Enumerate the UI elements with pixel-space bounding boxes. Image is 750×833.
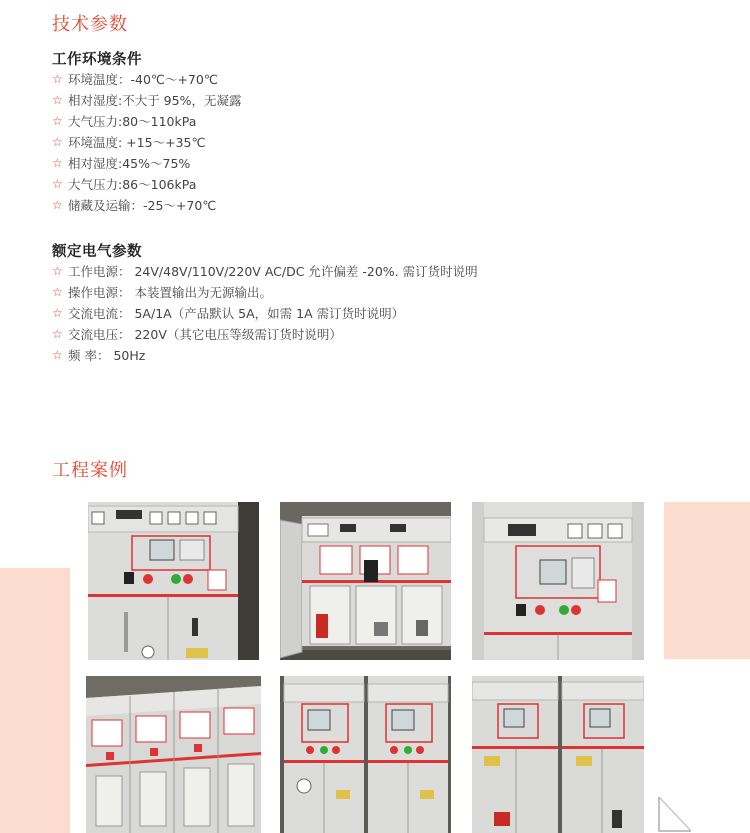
list-item bbox=[52, 69, 241, 90]
star-outline-icon: ☆ bbox=[52, 93, 63, 107]
case-photo-3 bbox=[472, 502, 644, 660]
list-item bbox=[52, 303, 478, 324]
decorative-block-right bbox=[664, 502, 750, 659]
list-item bbox=[52, 195, 241, 216]
list-item bbox=[52, 345, 478, 366]
list-item-text: 频 率： 50Hz bbox=[68, 348, 146, 363]
list-item-text: 大气压力:86～106kPa bbox=[68, 177, 197, 192]
list-item-text: 大气压力:80～110kPa bbox=[68, 114, 197, 129]
star-outline-icon: ☆ bbox=[52, 285, 63, 299]
list-item-text: 交流电压： 220V（其它电压等级需订货时说明） bbox=[68, 327, 342, 342]
star-outline-icon: ☆ bbox=[52, 264, 63, 278]
star-outline-icon: ☆ bbox=[52, 348, 63, 362]
list-item-text: 交流电流： 5A/1A（产品默认 5A，如需 1A 需订货时说明） bbox=[68, 306, 405, 321]
star-outline-icon: ☆ bbox=[52, 72, 63, 86]
star-outline-icon: ☆ bbox=[52, 135, 63, 149]
list-item-text: 环境温度：-40℃～+70℃ bbox=[68, 72, 218, 87]
project-cases-title: 工程案例 bbox=[52, 460, 128, 481]
list-item-text: 相对湿度:45%～75% bbox=[68, 156, 191, 171]
list-item-text: 相对湿度:不大于 95%，无凝露 bbox=[68, 93, 242, 108]
star-outline-icon: ☆ bbox=[52, 177, 63, 191]
list-item bbox=[52, 282, 478, 303]
list-item bbox=[52, 90, 241, 111]
environment-list bbox=[52, 69, 241, 216]
electrical-heading: 额定电气参数 bbox=[52, 244, 142, 260]
star-outline-icon: ☆ bbox=[52, 306, 63, 320]
case-photo-2 bbox=[280, 502, 451, 660]
list-item-text: 环境温度: +15～+35℃ bbox=[68, 135, 206, 150]
star-outline-icon: ☆ bbox=[52, 327, 63, 341]
list-item bbox=[52, 153, 241, 174]
star-outline-icon: ☆ bbox=[52, 156, 63, 170]
decorative-corner-shape bbox=[655, 793, 695, 833]
electrical-list bbox=[52, 261, 478, 366]
list-item bbox=[52, 111, 241, 132]
star-outline-icon: ☆ bbox=[52, 114, 63, 128]
list-item-text: 工作电源： 24V/48V/110V/220V AC/DC 允许偏差 -20%. 需订货时说明 bbox=[68, 264, 478, 279]
list-item bbox=[52, 132, 241, 153]
list-item bbox=[52, 174, 241, 195]
list-item bbox=[52, 261, 478, 282]
decorative-block-left bbox=[0, 568, 70, 833]
list-item-text: 储藏及运输：-25～+70℃ bbox=[68, 198, 217, 213]
tech-params-title: 技术参数 bbox=[52, 14, 128, 35]
case-photo-4 bbox=[86, 676, 261, 833]
case-photo-5 bbox=[280, 676, 451, 833]
star-outline-icon: ☆ bbox=[52, 198, 63, 212]
case-photo-6 bbox=[472, 676, 644, 833]
list-item bbox=[52, 324, 478, 345]
environment-heading: 工作环境条件 bbox=[52, 52, 142, 68]
case-photo-1 bbox=[88, 502, 259, 660]
list-item-text: 操作电源： 本装置输出为无源输出。 bbox=[68, 285, 272, 300]
